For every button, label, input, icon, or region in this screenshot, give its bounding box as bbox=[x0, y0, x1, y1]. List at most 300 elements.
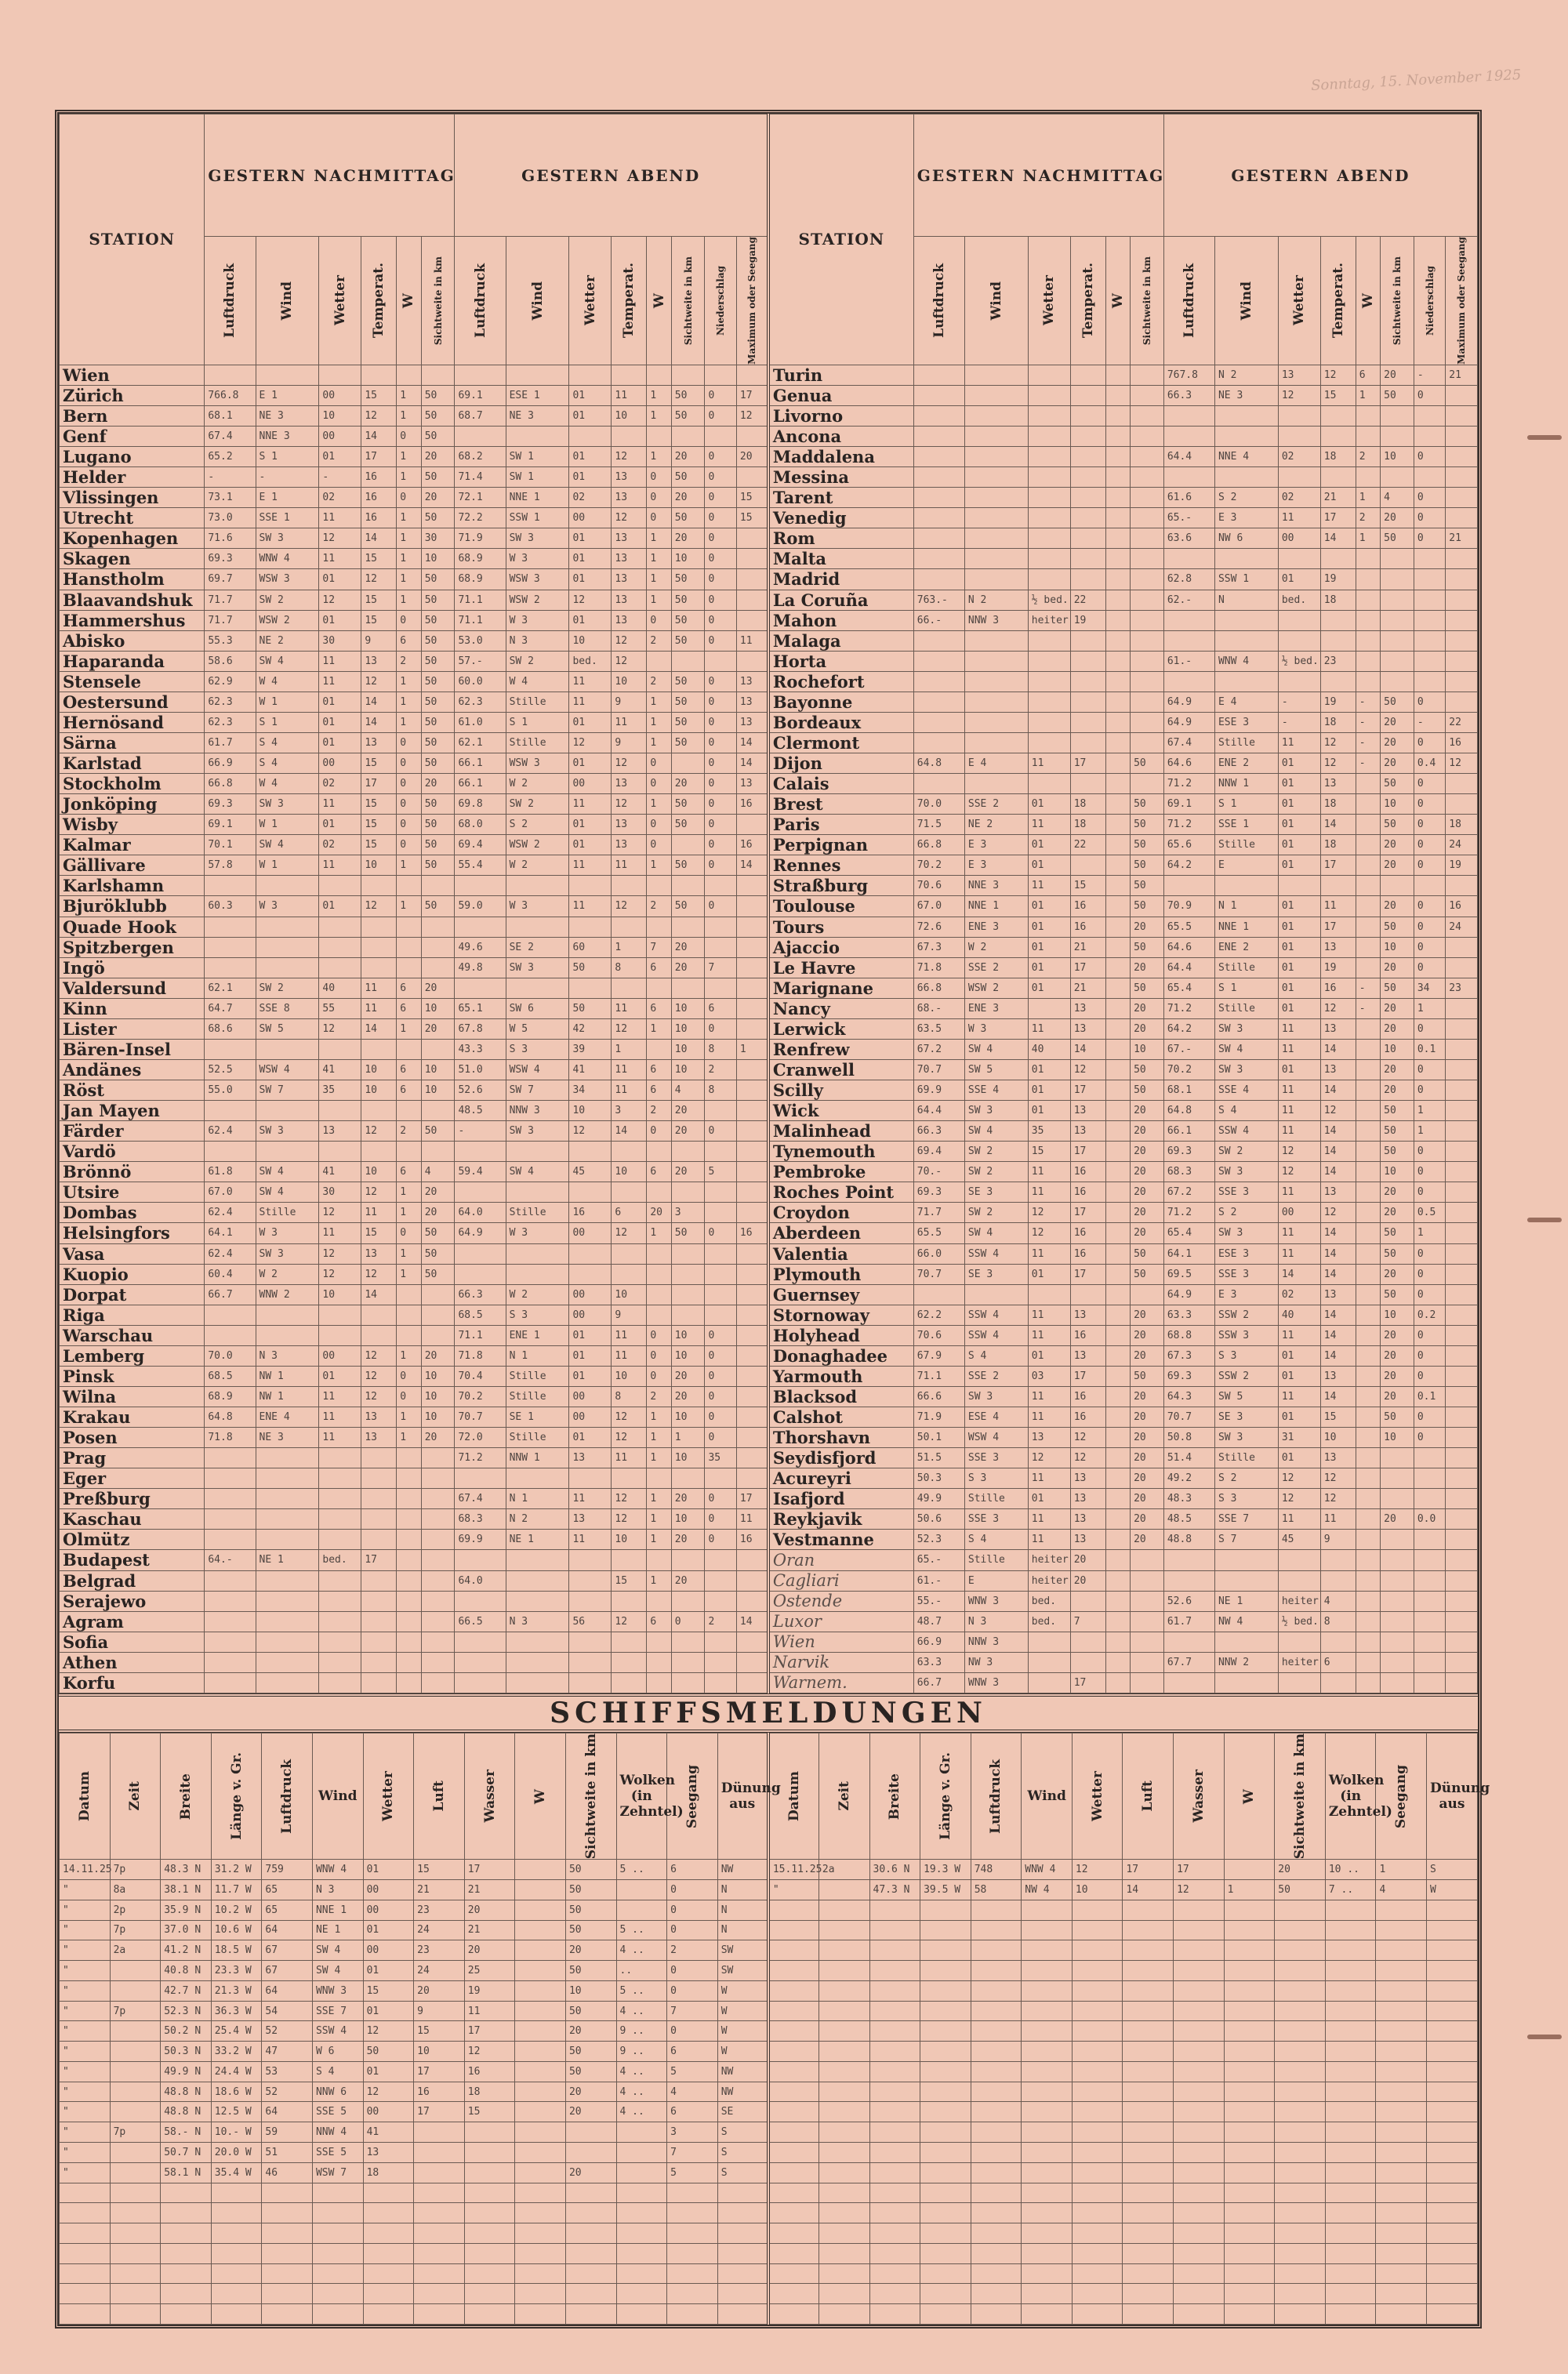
ship-cell: S 4 bbox=[312, 2061, 363, 2082]
reading-cell: SSE 2 bbox=[964, 1366, 1028, 1386]
ship-cell bbox=[1174, 2183, 1225, 2203]
reading-cell bbox=[1105, 488, 1130, 508]
reading-cell bbox=[319, 1652, 361, 1672]
reading-cell: 50 bbox=[671, 671, 705, 692]
reading-cell: 14 bbox=[361, 692, 397, 712]
reading-cell: 0 bbox=[1414, 732, 1445, 753]
table-row bbox=[60, 1509, 1478, 1530]
ship-cell bbox=[768, 1980, 819, 2001]
reading-cell: 50 bbox=[1381, 1121, 1414, 1142]
ship-col-label: Luftdruck bbox=[279, 1759, 296, 1834]
reading-cell: 16 bbox=[361, 488, 397, 508]
reading-cell: 14 bbox=[1320, 1305, 1356, 1325]
reading-cell: 1 bbox=[647, 794, 671, 815]
table-row bbox=[60, 753, 1478, 774]
ship-cell: 12 bbox=[363, 2021, 414, 2042]
reading-cell: 13 bbox=[361, 1407, 397, 1428]
ship-cell bbox=[161, 2243, 212, 2263]
reading-cell bbox=[205, 876, 256, 896]
reading-cell: 1 bbox=[397, 528, 421, 549]
ship-cell: NW bbox=[717, 2082, 768, 2102]
reading-cell bbox=[1278, 630, 1320, 651]
reading-cell bbox=[397, 1672, 421, 1693]
reading-cell: 20 bbox=[1131, 1203, 1164, 1223]
reading-cell bbox=[1446, 1039, 1478, 1059]
reading-cell: 2 bbox=[647, 896, 671, 917]
reading-cell: W 2 bbox=[964, 937, 1028, 957]
reading-cell: SW 5 bbox=[1214, 1386, 1278, 1407]
reading-cell: 17 bbox=[1070, 957, 1105, 978]
reading-cell: N 2 bbox=[1214, 365, 1278, 385]
ship-cell bbox=[110, 2021, 161, 2042]
reading-cell bbox=[361, 1448, 397, 1468]
reading-cell: 13 bbox=[612, 488, 647, 508]
reading-cell: 64.9 bbox=[1163, 1284, 1214, 1305]
table-row bbox=[60, 1550, 1478, 1570]
reading-cell: 13 bbox=[736, 671, 768, 692]
station-name: Jan Mayen bbox=[60, 1101, 205, 1121]
ship-cell: 50.7 N bbox=[161, 2143, 212, 2163]
reading-cell bbox=[1446, 1059, 1478, 1080]
reading-cell: 50 bbox=[671, 590, 705, 610]
ship-cell bbox=[1123, 2102, 1174, 2122]
reading-cell bbox=[1105, 1386, 1130, 1407]
reading-cell bbox=[1163, 1570, 1214, 1591]
reading-cell: 12 bbox=[361, 405, 397, 426]
ship-cell bbox=[1224, 1940, 1275, 1961]
ship-cell: 7p bbox=[110, 2001, 161, 2021]
reading-cell: 71.7 bbox=[913, 1203, 964, 1223]
reading-cell: 19 bbox=[1320, 569, 1356, 590]
reading-cell: 68.1 bbox=[205, 405, 256, 426]
ship-cell bbox=[1072, 2183, 1123, 2203]
ship-cell bbox=[1022, 2082, 1073, 2102]
reading-cell: E 1 bbox=[256, 488, 319, 508]
ship-cell bbox=[1123, 2284, 1174, 2304]
ship-col-label: Zeit bbox=[127, 1781, 143, 1811]
reading-cell: 0 bbox=[705, 732, 736, 753]
reading-cell bbox=[455, 1264, 506, 1284]
station-name: Holyhead bbox=[768, 1325, 913, 1345]
reading-cell bbox=[205, 957, 256, 978]
reading-cell: 50 bbox=[1131, 937, 1164, 957]
station-name: Marignane bbox=[768, 978, 913, 998]
ship-col-header bbox=[717, 1733, 781, 1860]
reading-cell: 13 bbox=[1320, 1182, 1356, 1203]
table-row bbox=[60, 1284, 1478, 1305]
ship-cell bbox=[869, 2122, 920, 2143]
reading-cell: 0 bbox=[705, 1428, 736, 1448]
ship-cell bbox=[1123, 1961, 1174, 1981]
reading-cell bbox=[1446, 1530, 1478, 1550]
reading-cell bbox=[506, 1182, 569, 1203]
station-name: Dijon bbox=[768, 753, 913, 774]
station-name: Gällivare bbox=[60, 855, 205, 876]
ship-cell bbox=[1275, 2122, 1326, 2143]
reading-cell: - bbox=[1356, 753, 1380, 774]
reading-cell: 11 bbox=[1028, 1509, 1070, 1530]
reading-cell bbox=[1214, 671, 1278, 692]
reading-cell: S 4 bbox=[256, 732, 319, 753]
reading-cell: 10 bbox=[421, 998, 455, 1018]
ship-cell bbox=[1022, 2061, 1073, 2082]
reading-cell bbox=[256, 1591, 319, 1611]
ship-cell bbox=[1376, 2263, 1427, 2284]
reading-cell bbox=[319, 1530, 361, 1550]
reading-cell bbox=[1105, 569, 1130, 590]
reading-cell bbox=[455, 1142, 506, 1162]
reading-cell: SW 3 bbox=[256, 1243, 319, 1264]
reading-cell: 67.3 bbox=[913, 937, 964, 957]
reading-cell: 13 bbox=[569, 1448, 612, 1468]
reading-cell: 21 bbox=[1070, 978, 1105, 998]
reading-cell: 0 bbox=[647, 815, 671, 835]
reading-cell: 70.1 bbox=[205, 835, 256, 855]
ship-col-label: Datum bbox=[786, 1771, 802, 1822]
table-row bbox=[60, 835, 1478, 855]
reading-cell: 14 bbox=[1320, 1243, 1356, 1264]
ship-cell bbox=[616, 2143, 667, 2163]
ship-row bbox=[60, 2021, 1478, 2042]
reading-cell bbox=[1356, 1059, 1380, 1080]
ship-cell bbox=[1427, 2263, 1478, 2284]
nachmittag-col-label: Wetter bbox=[332, 275, 348, 326]
table-row bbox=[60, 1305, 1478, 1325]
ship-cell bbox=[1325, 1961, 1376, 1981]
reading-cell: NNE 1 bbox=[1214, 917, 1278, 937]
station-name: Ancona bbox=[768, 427, 913, 447]
reading-cell bbox=[397, 1142, 421, 1162]
ship-cell bbox=[211, 2263, 262, 2284]
reading-cell: SW 2 bbox=[256, 978, 319, 998]
reading-cell: Stille bbox=[506, 1386, 569, 1407]
reading-cell: SW 5 bbox=[964, 1059, 1028, 1080]
ship-cell bbox=[1275, 2284, 1326, 2304]
reading-cell bbox=[421, 1284, 455, 1305]
reading-cell: 12 bbox=[319, 1264, 361, 1284]
ship-cell: 18 bbox=[363, 2162, 414, 2183]
reading-cell: 15 bbox=[1028, 1142, 1070, 1162]
reading-cell bbox=[964, 427, 1028, 447]
ship-cell bbox=[161, 2263, 212, 2284]
reading-cell bbox=[1446, 1325, 1478, 1345]
ship-cell bbox=[565, 2143, 616, 2163]
reading-cell: 10 bbox=[671, 1509, 705, 1530]
reading-cell: 17 bbox=[736, 385, 768, 405]
station-name: Aberdeen bbox=[768, 1223, 913, 1243]
reading-cell bbox=[964, 630, 1028, 651]
station-column-header-right: STATION bbox=[768, 114, 913, 365]
reading-cell bbox=[1381, 1448, 1414, 1468]
reading-cell: 70.2 bbox=[1163, 1059, 1214, 1080]
nachmittag-header: GESTERN NACHMITTAG bbox=[205, 114, 455, 237]
ship-cell: 59 bbox=[262, 2122, 313, 2143]
reading-cell: 66.- bbox=[913, 610, 964, 630]
reading-cell: 22 bbox=[1070, 590, 1105, 610]
reading-cell: S 2 bbox=[1214, 1203, 1278, 1223]
ship-cell bbox=[1376, 2061, 1427, 2082]
reading-cell bbox=[1356, 1509, 1380, 1530]
reading-cell: 0 bbox=[397, 427, 421, 447]
reading-cell: 17 bbox=[736, 1489, 768, 1509]
ship-cell bbox=[464, 2203, 515, 2223]
ship-cell: 11 bbox=[464, 2001, 515, 2021]
reading-cell: 01 bbox=[1278, 1366, 1320, 1386]
reading-cell: 1 bbox=[1414, 1101, 1445, 1121]
ship-cell: 47 bbox=[262, 2042, 313, 2062]
reading-cell: 11 bbox=[1028, 1468, 1070, 1489]
ship-cell bbox=[1174, 2162, 1225, 2183]
station-name: Warschau bbox=[60, 1325, 205, 1345]
reading-cell bbox=[1028, 528, 1070, 549]
reading-cell: 11 bbox=[1278, 1101, 1320, 1121]
reading-cell: 13 bbox=[1070, 1121, 1105, 1142]
reading-cell: 18 bbox=[1320, 447, 1356, 467]
reading-cell: 8 bbox=[1320, 1611, 1356, 1632]
ship-cell bbox=[515, 2082, 566, 2102]
ship-cell bbox=[1325, 2143, 1376, 2163]
reading-cell bbox=[913, 467, 964, 488]
reading-cell bbox=[397, 1591, 421, 1611]
table-row bbox=[60, 651, 1478, 671]
ship-cell bbox=[920, 1980, 971, 2001]
reading-cell: 10 bbox=[421, 549, 455, 569]
reading-cell bbox=[647, 1468, 671, 1489]
ship-cell: 5 .. bbox=[616, 1980, 667, 2001]
reading-cell: 0 bbox=[705, 385, 736, 405]
reading-cell: 71.1 bbox=[455, 1325, 506, 1345]
reading-cell: 23 bbox=[1446, 978, 1478, 998]
reading-cell: 0.1 bbox=[1414, 1386, 1445, 1407]
reading-cell: 65.1 bbox=[455, 998, 506, 1018]
ship-cell bbox=[818, 2284, 869, 2304]
station-name: Vlissingen bbox=[60, 488, 205, 508]
reading-cell: 20 bbox=[1131, 917, 1164, 937]
reading-cell: 9 bbox=[612, 732, 647, 753]
nachmittag-right-col-header bbox=[1131, 237, 1164, 365]
reading-cell: 69.9 bbox=[455, 1530, 506, 1550]
ship-cell bbox=[1376, 1961, 1427, 1981]
reading-cell: E 4 bbox=[964, 753, 1028, 774]
reading-cell: 68.2 bbox=[455, 447, 506, 467]
ship-cell bbox=[818, 2263, 869, 2284]
reading-cell bbox=[1105, 1550, 1130, 1570]
ship-cell bbox=[1072, 1980, 1123, 2001]
reading-cell: - bbox=[205, 467, 256, 488]
reading-cell: 64.2 bbox=[1163, 1018, 1214, 1039]
reading-cell: 50 bbox=[421, 610, 455, 630]
ship-cell bbox=[1427, 2162, 1478, 2183]
table-row bbox=[60, 405, 1478, 426]
ship-cell: 0 bbox=[667, 1900, 718, 1920]
reading-cell: heiter bbox=[1278, 1652, 1320, 1672]
reading-cell bbox=[736, 1264, 768, 1284]
ship-cell: " bbox=[60, 1920, 111, 1940]
table-row bbox=[60, 978, 1478, 998]
reading-cell bbox=[612, 1672, 647, 1693]
reading-cell: W 3 bbox=[506, 549, 569, 569]
ship-cell bbox=[971, 2021, 1022, 2042]
reading-cell: 12 bbox=[569, 732, 612, 753]
ship-cell bbox=[1427, 1920, 1478, 1940]
reading-cell: 14 bbox=[1320, 1142, 1356, 1162]
ship-cell bbox=[1022, 2263, 1073, 2284]
ship-cell bbox=[110, 2223, 161, 2244]
reading-cell: WSW 4 bbox=[506, 1059, 569, 1080]
reading-cell: 11 bbox=[319, 671, 361, 692]
reading-cell: 0.1 bbox=[1414, 1039, 1445, 1059]
abend-col-header bbox=[506, 237, 569, 365]
reading-cell: 63.5 bbox=[913, 1018, 964, 1039]
reading-cell: 69.3 bbox=[205, 794, 256, 815]
ship-cell bbox=[818, 2223, 869, 2244]
reading-cell bbox=[1214, 1632, 1278, 1652]
reading-cell bbox=[421, 1305, 455, 1325]
reading-cell: 68.1 bbox=[1163, 1080, 1214, 1101]
reading-cell bbox=[1320, 427, 1356, 447]
ship-cell: 40.8 N bbox=[161, 1961, 212, 1981]
reading-cell: 0 bbox=[397, 815, 421, 835]
ship-cell bbox=[1174, 2304, 1225, 2325]
reading-cell bbox=[1356, 1243, 1380, 1264]
reading-cell: 0 bbox=[705, 1121, 736, 1142]
reading-cell bbox=[455, 876, 506, 896]
station-name: Scilly bbox=[768, 1080, 913, 1101]
reading-cell: 11 bbox=[1028, 1325, 1070, 1345]
ship-cell: 58.1 N bbox=[161, 2162, 212, 2183]
reading-cell: 16 bbox=[1070, 1386, 1105, 1407]
reading-cell: 01 bbox=[569, 1366, 612, 1386]
ship-cell bbox=[211, 2284, 262, 2304]
ship-cell bbox=[1123, 1940, 1174, 1961]
reading-cell: 12 bbox=[1446, 753, 1478, 774]
reading-cell bbox=[1381, 405, 1414, 426]
ship-cell bbox=[1022, 2304, 1073, 2325]
ship-cell bbox=[414, 2284, 465, 2304]
ship-cell: 00 bbox=[363, 1900, 414, 1920]
reading-cell: 0 bbox=[705, 1018, 736, 1039]
reading-cell bbox=[205, 1039, 256, 1059]
station-name: Pembroke bbox=[768, 1162, 913, 1182]
reading-cell: 70.7 bbox=[913, 1059, 964, 1080]
reading-cell bbox=[421, 1652, 455, 1672]
reading-cell: 1 bbox=[397, 1428, 421, 1448]
reading-cell: 1 bbox=[397, 569, 421, 590]
ship-cell bbox=[1325, 2042, 1376, 2062]
reading-cell: 6 bbox=[647, 1611, 671, 1632]
reading-cell bbox=[1446, 1162, 1478, 1182]
ship-cell: 12 bbox=[1072, 1860, 1123, 1880]
ship-cell bbox=[565, 2304, 616, 2325]
reading-cell bbox=[1278, 405, 1320, 426]
reading-cell: 11 bbox=[1028, 753, 1070, 774]
ship-cell bbox=[110, 2162, 161, 2183]
reading-cell: Stille bbox=[506, 692, 569, 712]
reading-cell bbox=[1356, 1264, 1380, 1284]
ship-cell bbox=[869, 2102, 920, 2122]
reading-cell: 02 bbox=[1278, 488, 1320, 508]
reading-cell bbox=[1356, 1468, 1380, 1489]
reading-cell: S 7 bbox=[1214, 1530, 1278, 1550]
ship-cell bbox=[1022, 1920, 1073, 1940]
ship-cell bbox=[616, 1900, 667, 1920]
reading-cell: 0 bbox=[705, 447, 736, 467]
reading-cell: 12 bbox=[1320, 1203, 1356, 1223]
reading-cell: N 3 bbox=[506, 1611, 569, 1632]
ship-cell bbox=[363, 2304, 414, 2325]
reading-cell bbox=[1105, 957, 1130, 978]
reading-cell: 67.0 bbox=[205, 1182, 256, 1203]
reading-cell bbox=[1028, 385, 1070, 405]
reading-cell bbox=[397, 1509, 421, 1530]
station-name: Perpignan bbox=[768, 835, 913, 855]
ship-cell bbox=[1427, 1980, 1478, 2001]
reading-cell: 20 bbox=[1381, 1203, 1414, 1223]
reading-cell bbox=[1320, 876, 1356, 896]
reading-cell: 20 bbox=[1070, 1570, 1105, 1591]
station-name: Ajaccio bbox=[768, 937, 913, 957]
reading-cell bbox=[397, 937, 421, 957]
reading-cell bbox=[397, 1652, 421, 1672]
reading-cell: WNW 4 bbox=[256, 549, 319, 569]
reading-cell: 55.- bbox=[913, 1591, 964, 1611]
reading-cell bbox=[913, 774, 964, 794]
reading-cell bbox=[1131, 671, 1164, 692]
reading-cell: 0 bbox=[671, 1611, 705, 1632]
reading-cell: 10 bbox=[1131, 1039, 1164, 1059]
reading-cell bbox=[1356, 651, 1380, 671]
reading-cell bbox=[1446, 937, 1478, 957]
reading-cell bbox=[705, 1468, 736, 1489]
reading-cell bbox=[1131, 508, 1164, 528]
reading-cell bbox=[319, 957, 361, 978]
reading-cell bbox=[1381, 1591, 1414, 1611]
reading-cell: 01 bbox=[1278, 753, 1320, 774]
reading-cell bbox=[1278, 610, 1320, 630]
reading-cell: 0 bbox=[1414, 1264, 1445, 1284]
reading-cell: 67.3 bbox=[1163, 1345, 1214, 1366]
ship-cell bbox=[1325, 2304, 1376, 2325]
ship-col-header bbox=[1123, 1733, 1174, 1860]
reading-cell: 11 bbox=[569, 692, 612, 712]
reading-cell: 0 bbox=[705, 671, 736, 692]
reading-cell: SW 1 bbox=[506, 447, 569, 467]
reading-cell: 59.0 bbox=[455, 896, 506, 917]
reading-cell bbox=[506, 1468, 569, 1489]
reading-cell bbox=[736, 1345, 768, 1366]
reading-cell: 20 bbox=[671, 1101, 705, 1121]
reading-cell: 10 bbox=[421, 1407, 455, 1428]
reading-cell: 6 bbox=[1320, 1652, 1356, 1672]
reading-cell bbox=[1414, 590, 1445, 610]
reading-cell bbox=[736, 467, 768, 488]
reading-cell: 02 bbox=[569, 488, 612, 508]
reading-cell bbox=[361, 1509, 397, 1530]
reading-cell bbox=[1356, 815, 1380, 835]
reading-cell bbox=[569, 1632, 612, 1652]
ship-cell bbox=[1174, 1980, 1225, 2001]
reading-cell: 20 bbox=[1381, 1059, 1414, 1080]
reading-cell: W 4 bbox=[506, 671, 569, 692]
ship-cell bbox=[1072, 2304, 1123, 2325]
nachmittag-col-header bbox=[397, 237, 421, 365]
reading-cell: 0 bbox=[705, 1325, 736, 1345]
ship-cell bbox=[1376, 2001, 1427, 2021]
reading-cell: 62.2 bbox=[913, 1305, 964, 1325]
reading-cell bbox=[913, 405, 964, 426]
reading-cell: 15 bbox=[361, 794, 397, 815]
reading-cell bbox=[397, 1101, 421, 1121]
